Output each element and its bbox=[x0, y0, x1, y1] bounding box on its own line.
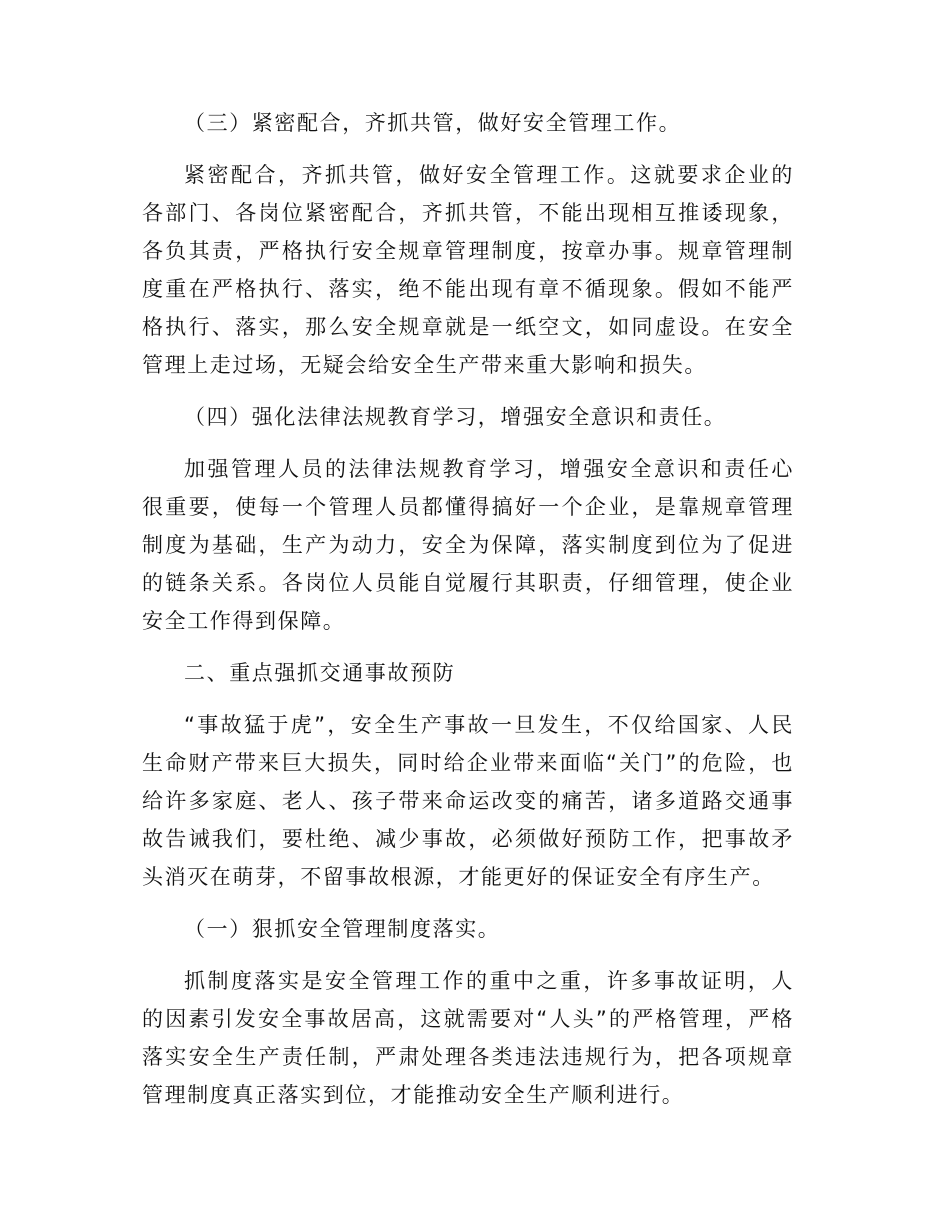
chapter-heading-traffic-prevention: 二、重点强抓交通事故预防 bbox=[184, 661, 456, 685]
paragraph-accident-tiger: “事故猛于虎”，安全生产事故一旦发生，不仅给国家、人民生命财产带来巨大损失，同时给企业带来面临“关门”的危险，也给许多家庭、老人、孩子带来命运改变的痛苦，诸多道路交通事故告诫我们，要杜绝、减少事故，必须做好预防工作，把事故矛头消灭在萌芽，不留事故根源，才能更好的保证安全有序生产。 bbox=[142, 713, 794, 889]
section-heading-3: （三）紧密配合，齐抓共管，做好安全管理工作。 bbox=[184, 111, 682, 135]
paragraph-cooperation: 紧密配合，齐抓共管，做好安全管理工作。这就要求企业的各部门、各岗位紧密配合，齐抓共管，不能出现相互推诿现象，各负其责，严格执行安全规章管理制度，按章办事。规章管理制度重在严格执行、落实，绝不能出现有章不循现象。假如不能严格执行、落实，那么安全规章就是一纸空文，如同虚设。在安全管理上走过场，无疑会给安全生产带来重大影响和损失。 bbox=[142, 163, 794, 377]
paragraph-system-implementation: 抓制度落实是安全管理工作的重中之重，许多事故证明，人的因素引发安全事故居高，这就需要对“人头”的严格管理，严格落实安全生产责任制，严肃处理各类违法违规行为，把各项规章管理制度真正落实到位，才能推动安全生产顺利进行。 bbox=[142, 969, 794, 1107]
paragraph-legal-education: 加强管理人员的法律法规教育学习，增强安全意识和责任心很重要，使每一个管理人员都懂得搞好一个企业，是靠规章管理制度为基础，生产为动力，安全为保障，落实制度到位为了促进的链条关系。各岗位人员能自觉履行其职责，仔细管理，使企业安全工作得到保障。 bbox=[142, 457, 794, 633]
section-heading-4: （四）强化法律法规教育学习，增强安全意识和责任。 bbox=[184, 405, 727, 429]
section-heading-1: （一）狠抓安全管理制度落实。 bbox=[184, 917, 501, 941]
